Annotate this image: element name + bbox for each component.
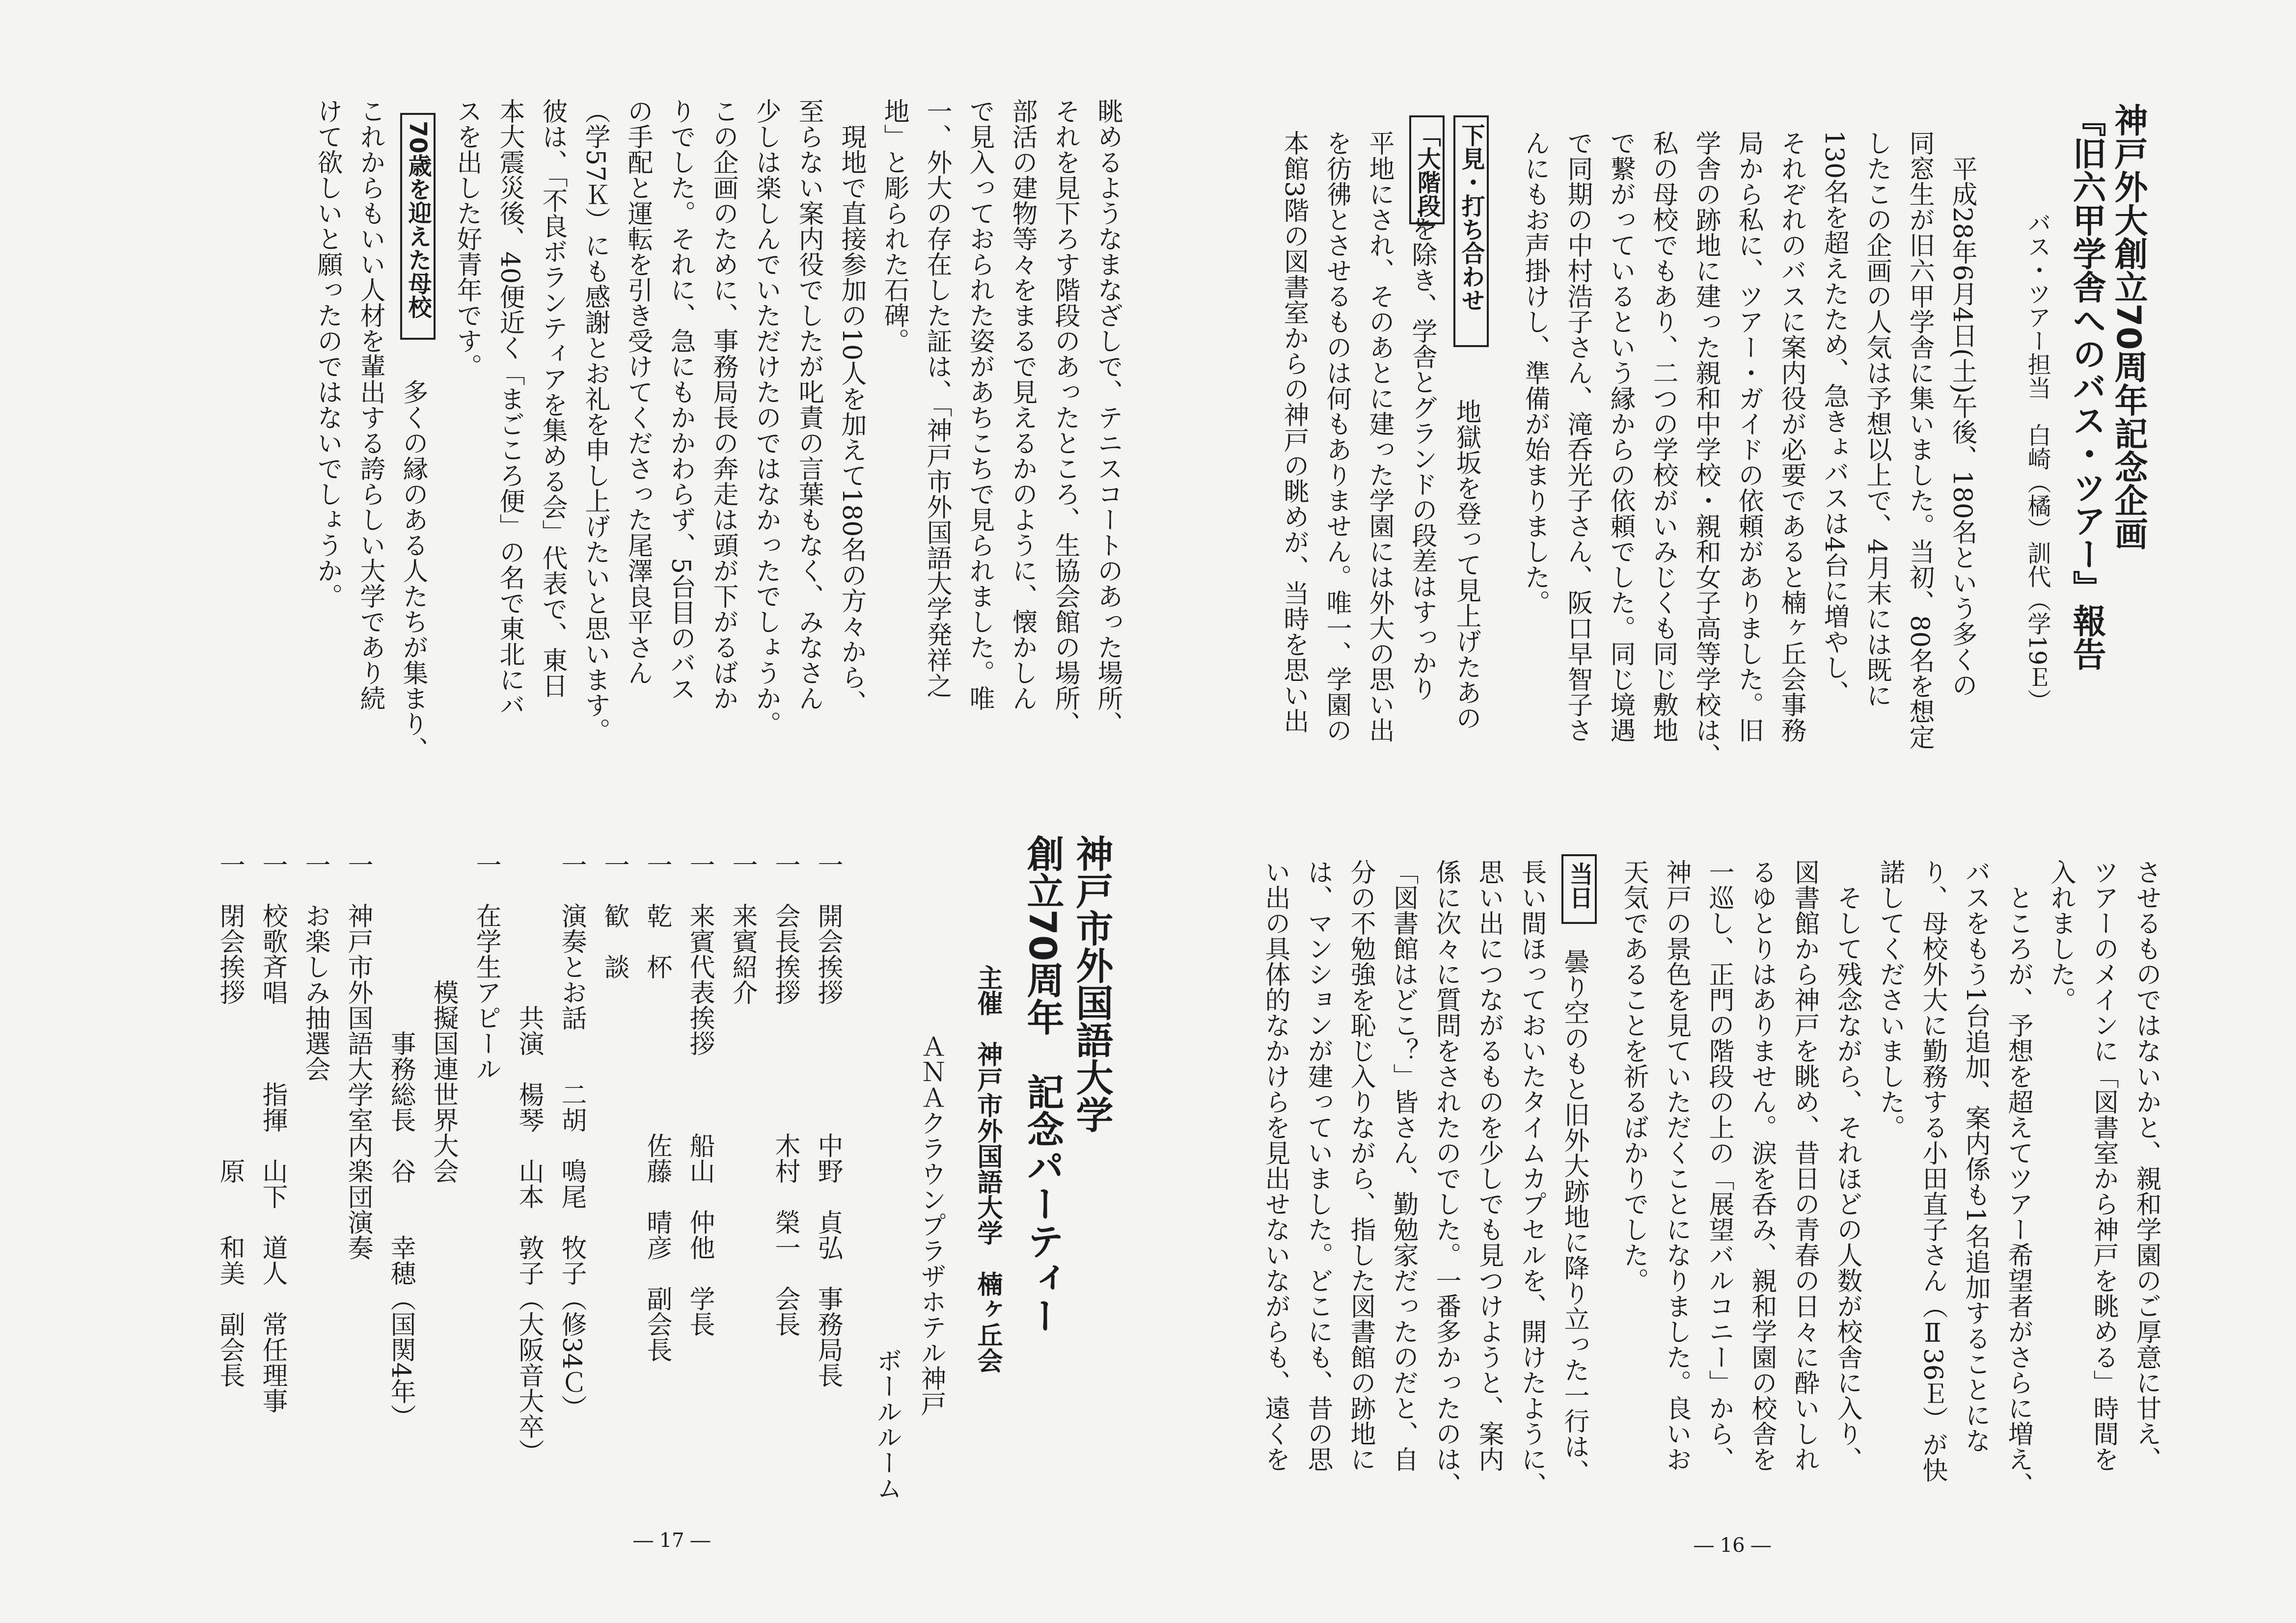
- text-line: で同期の中村浩子さん、滝呑光子さん、阪口早智子さ: [1563, 130, 1592, 743]
- text-line: は、マンションが建っていました。どこにも、昔の思: [1303, 859, 1333, 1472]
- program-item: 一 神戸市外国語大学室内楽団演奏: [343, 852, 373, 1260]
- text-line: 地獄坂を登って見上げたあの: [1451, 373, 1481, 730]
- text-line: を除き、学舎とグランドの段差はすっかり: [1407, 216, 1437, 701]
- text-line: 平成28年6月4日(土)午後、180名という多くの: [1947, 130, 1977, 698]
- text-line: したこの企画の人気は予想以上で、4月末には既に: [1862, 130, 1891, 708]
- text-line: 至らない案内役でしたが叱責の言葉もなく、みなさん: [794, 98, 823, 711]
- program-item: 一 演奏とお話 二胡 鳴尾 牧子（修34Ｃ）: [557, 852, 586, 1421]
- text-line: 平地にされ、そのあとに建った学園には外大の思い出: [1365, 130, 1394, 743]
- program-item: 一 会長挨拶 木村 榮一 会長: [770, 852, 800, 1337]
- party-venue-line1: ＡＮＡクラウンプラザホテル神戸: [916, 1033, 946, 1416]
- text-line: 局から私に、ツアー・ガイドの依頼がありました。旧: [1734, 130, 1763, 743]
- program-item: 一 乾 杯 佐藤 晴彦 副会長: [642, 852, 672, 1362]
- text-line: スを出した好青年です。: [452, 98, 482, 379]
- text-line: 分の不勉強を恥じ入りながら、指した図書館の跡地に: [1346, 859, 1375, 1472]
- text-line: ツアーのメインに「図書室から神戸を眺める」時間を: [2089, 859, 2118, 1472]
- text-line: で繋がっているという縁からの依頼でした。同じ境遇: [1606, 130, 1635, 743]
- text-line: 入れました。: [2046, 859, 2076, 1012]
- text-line: 天気であることを祈るばかりでした。: [1619, 859, 1648, 1293]
- text-line: 神戸の景色を見ていただくことになりました。良いお: [1662, 859, 1691, 1472]
- program-item: 一 来賓紹介: [728, 852, 757, 1005]
- program-item: 共演 楊琴 山本 敦子（大阪音大卒）: [514, 852, 544, 1464]
- text-line: 思い出につながるものを少しでも見つけようと、案内: [1474, 859, 1503, 1472]
- text-line: 現地で直接参加の10人を加えて180名の方々から、: [837, 98, 866, 716]
- program-item: 一 来賓代表挨拶 船山 仲他 学長: [685, 852, 714, 1337]
- text-line: 図書館から神戸を眺め、昔日の青春の日々に酔いしれ: [1790, 859, 1819, 1472]
- text-line: んにもお声掛けし、準備が始まりました。: [1520, 130, 1550, 615]
- article-title: 神戸外大創立70周年記念企画: [2109, 103, 2148, 550]
- quote-daikaidan: 「大階段」: [1409, 115, 1445, 224]
- text-line: 諾してくださいました。: [1875, 859, 1905, 1140]
- text-line: 曇り空のもと旧外大跡地に降り立った一行は、: [1559, 923, 1589, 1485]
- section-heading-preview: 下見・打ち合わせ: [1453, 115, 1489, 347]
- program-item: 一 閉会挨拶 原 和美 副会長: [215, 852, 245, 1388]
- text-line: それを見下ろす階段のあったところ、生協会館の場所、: [1050, 98, 1080, 736]
- text-line: 長い間ほっておいたタイムカプセルを、開けたように、: [1517, 859, 1546, 1497]
- article-author: バス・ツアー担当 白崎（橘）訓代（学19Ｅ）: [2023, 211, 2051, 713]
- text-line: 一巡し、正門の階段の上の「展望バルコニー」から、: [1704, 859, 1734, 1472]
- text-line: （学57Ｋ）にも感謝とお礼を申し上げたいと思います。: [580, 98, 610, 744]
- article-subtitle: 『旧六甲学舎へのバス・ツアー』報告: [2067, 103, 2106, 671]
- text-line: で見入っておられた姿があちこちで見られました。唯: [965, 98, 994, 711]
- text-line: させるものではないかと、親和学園のご厚意に甘え、: [2132, 859, 2161, 1472]
- text-line: 少しは楽しんでいただけたのではなかったでしょうか。: [751, 98, 781, 736]
- text-line: 多くの縁のある人たちが集まり、: [398, 353, 428, 762]
- text-line: るゆとりはありません。涙を呑み、親和学園の校舎を: [1747, 859, 1777, 1472]
- section-heading-day: 当日: [1561, 854, 1597, 924]
- text-line: 地」と彫られた石碑。: [879, 98, 909, 353]
- text-line: り、母校外大に勤務する小田直子さん（Ⅱ36Ｅ）が快: [1918, 859, 1947, 1483]
- program-item: 一 開会挨拶 中野 貞弘 事務局長: [813, 852, 843, 1388]
- program-item: 一 在学生アピール: [471, 852, 501, 1082]
- text-line: の手配と運転を引き受けてくださった尾澤良平さん: [623, 98, 653, 685]
- text-line: 「図書館はどこ？」皆さん、勤勉家だったのだと、自: [1389, 859, 1418, 1472]
- page-number: ― 16 ―: [1694, 1534, 1771, 1557]
- party-host: 主催 神戸市外国語大学 楠ヶ丘会: [973, 965, 1003, 1373]
- text-line: 眺めるようなまなざしで、テニスコートのあった場所、: [1093, 98, 1122, 736]
- text-line: を彷彿とさせるものは何もありません。唯一、学園の: [1322, 130, 1351, 743]
- program-item: 事務総長 谷 幸穂（国関4年）: [386, 852, 415, 1430]
- text-line: 本大震災後、40便近く「まごころ便」の名で東北にバ: [495, 98, 524, 718]
- text-line: バスをもう1台追加、案内係も1名追加することにな: [1961, 859, 1990, 1454]
- text-line: けて欲しいと願ったのではないでしょうか。: [313, 98, 342, 609]
- text-line: 本館3階の図書室からの神戸の眺めが、当時を思い出: [1279, 130, 1309, 734]
- program-item: 一 お楽しみ抽選会: [301, 852, 330, 1082]
- text-line: 130名を超えたため、急きょバスは4台に増やし、: [1819, 130, 1849, 706]
- text-line: これからもいい人材を輩出する誇らしい大学であり続: [355, 98, 385, 711]
- text-line: 同窓生が旧六甲学舎に集いました。当初、80名を想定: [1905, 130, 1934, 750]
- text-line: 部活の建物等々をまるで見えるかのように、懐かしん: [1008, 98, 1037, 711]
- party-venue-line2: ボールルーム: [872, 1348, 902, 1501]
- party-title-line1: 神戸市外国語大学: [1070, 835, 1114, 1133]
- text-line: それぞれのバスに案内役が必要であると楠ヶ丘会事務: [1777, 130, 1806, 743]
- text-line: 一、外大の存在した証は、「神戸市外国語大学発祥之: [922, 98, 952, 698]
- program-item: 一 校歌斉唱 指揮 山下 道人 常任理事: [258, 852, 287, 1413]
- text-line: 係に次々に質問をされたのでした。一番多かったのは、: [1431, 859, 1461, 1497]
- text-line: 学舎の跡地に建った親和中学校・親和女子高等学校は、: [1691, 130, 1721, 768]
- party-title-line2: 創立70周年 記念パーティー: [1021, 835, 1065, 1334]
- text-line: 私の母校でもあり、二つの学校がいみじくも同じ敷地: [1648, 130, 1678, 743]
- text-line: そして残念ながら、それほどの人数が校舎に入り、: [1832, 859, 1862, 1472]
- program-item: 一 歓 談: [600, 852, 629, 979]
- page-number: ― 17 ―: [633, 1529, 711, 1552]
- text-line: りでした。それに、急にもかかわらず、5台目のバス: [666, 98, 695, 702]
- text-line: この企画のために、事務局長の奔走は頭が下がるばか: [709, 98, 738, 711]
- program-item: 模擬国連世界大会: [429, 852, 458, 1184]
- text-line: い出の具体的なかけらを見出せないながらも、遠くを: [1260, 859, 1290, 1472]
- section-heading-70th: 70歳を迎えた母校: [400, 113, 436, 340]
- text-line: 彼は、「不良ボランティアを集める会」代表で、東日: [538, 98, 567, 698]
- text-line: ところが、予想を超えてツアー希望者がさらに増え、: [2003, 859, 2033, 1497]
